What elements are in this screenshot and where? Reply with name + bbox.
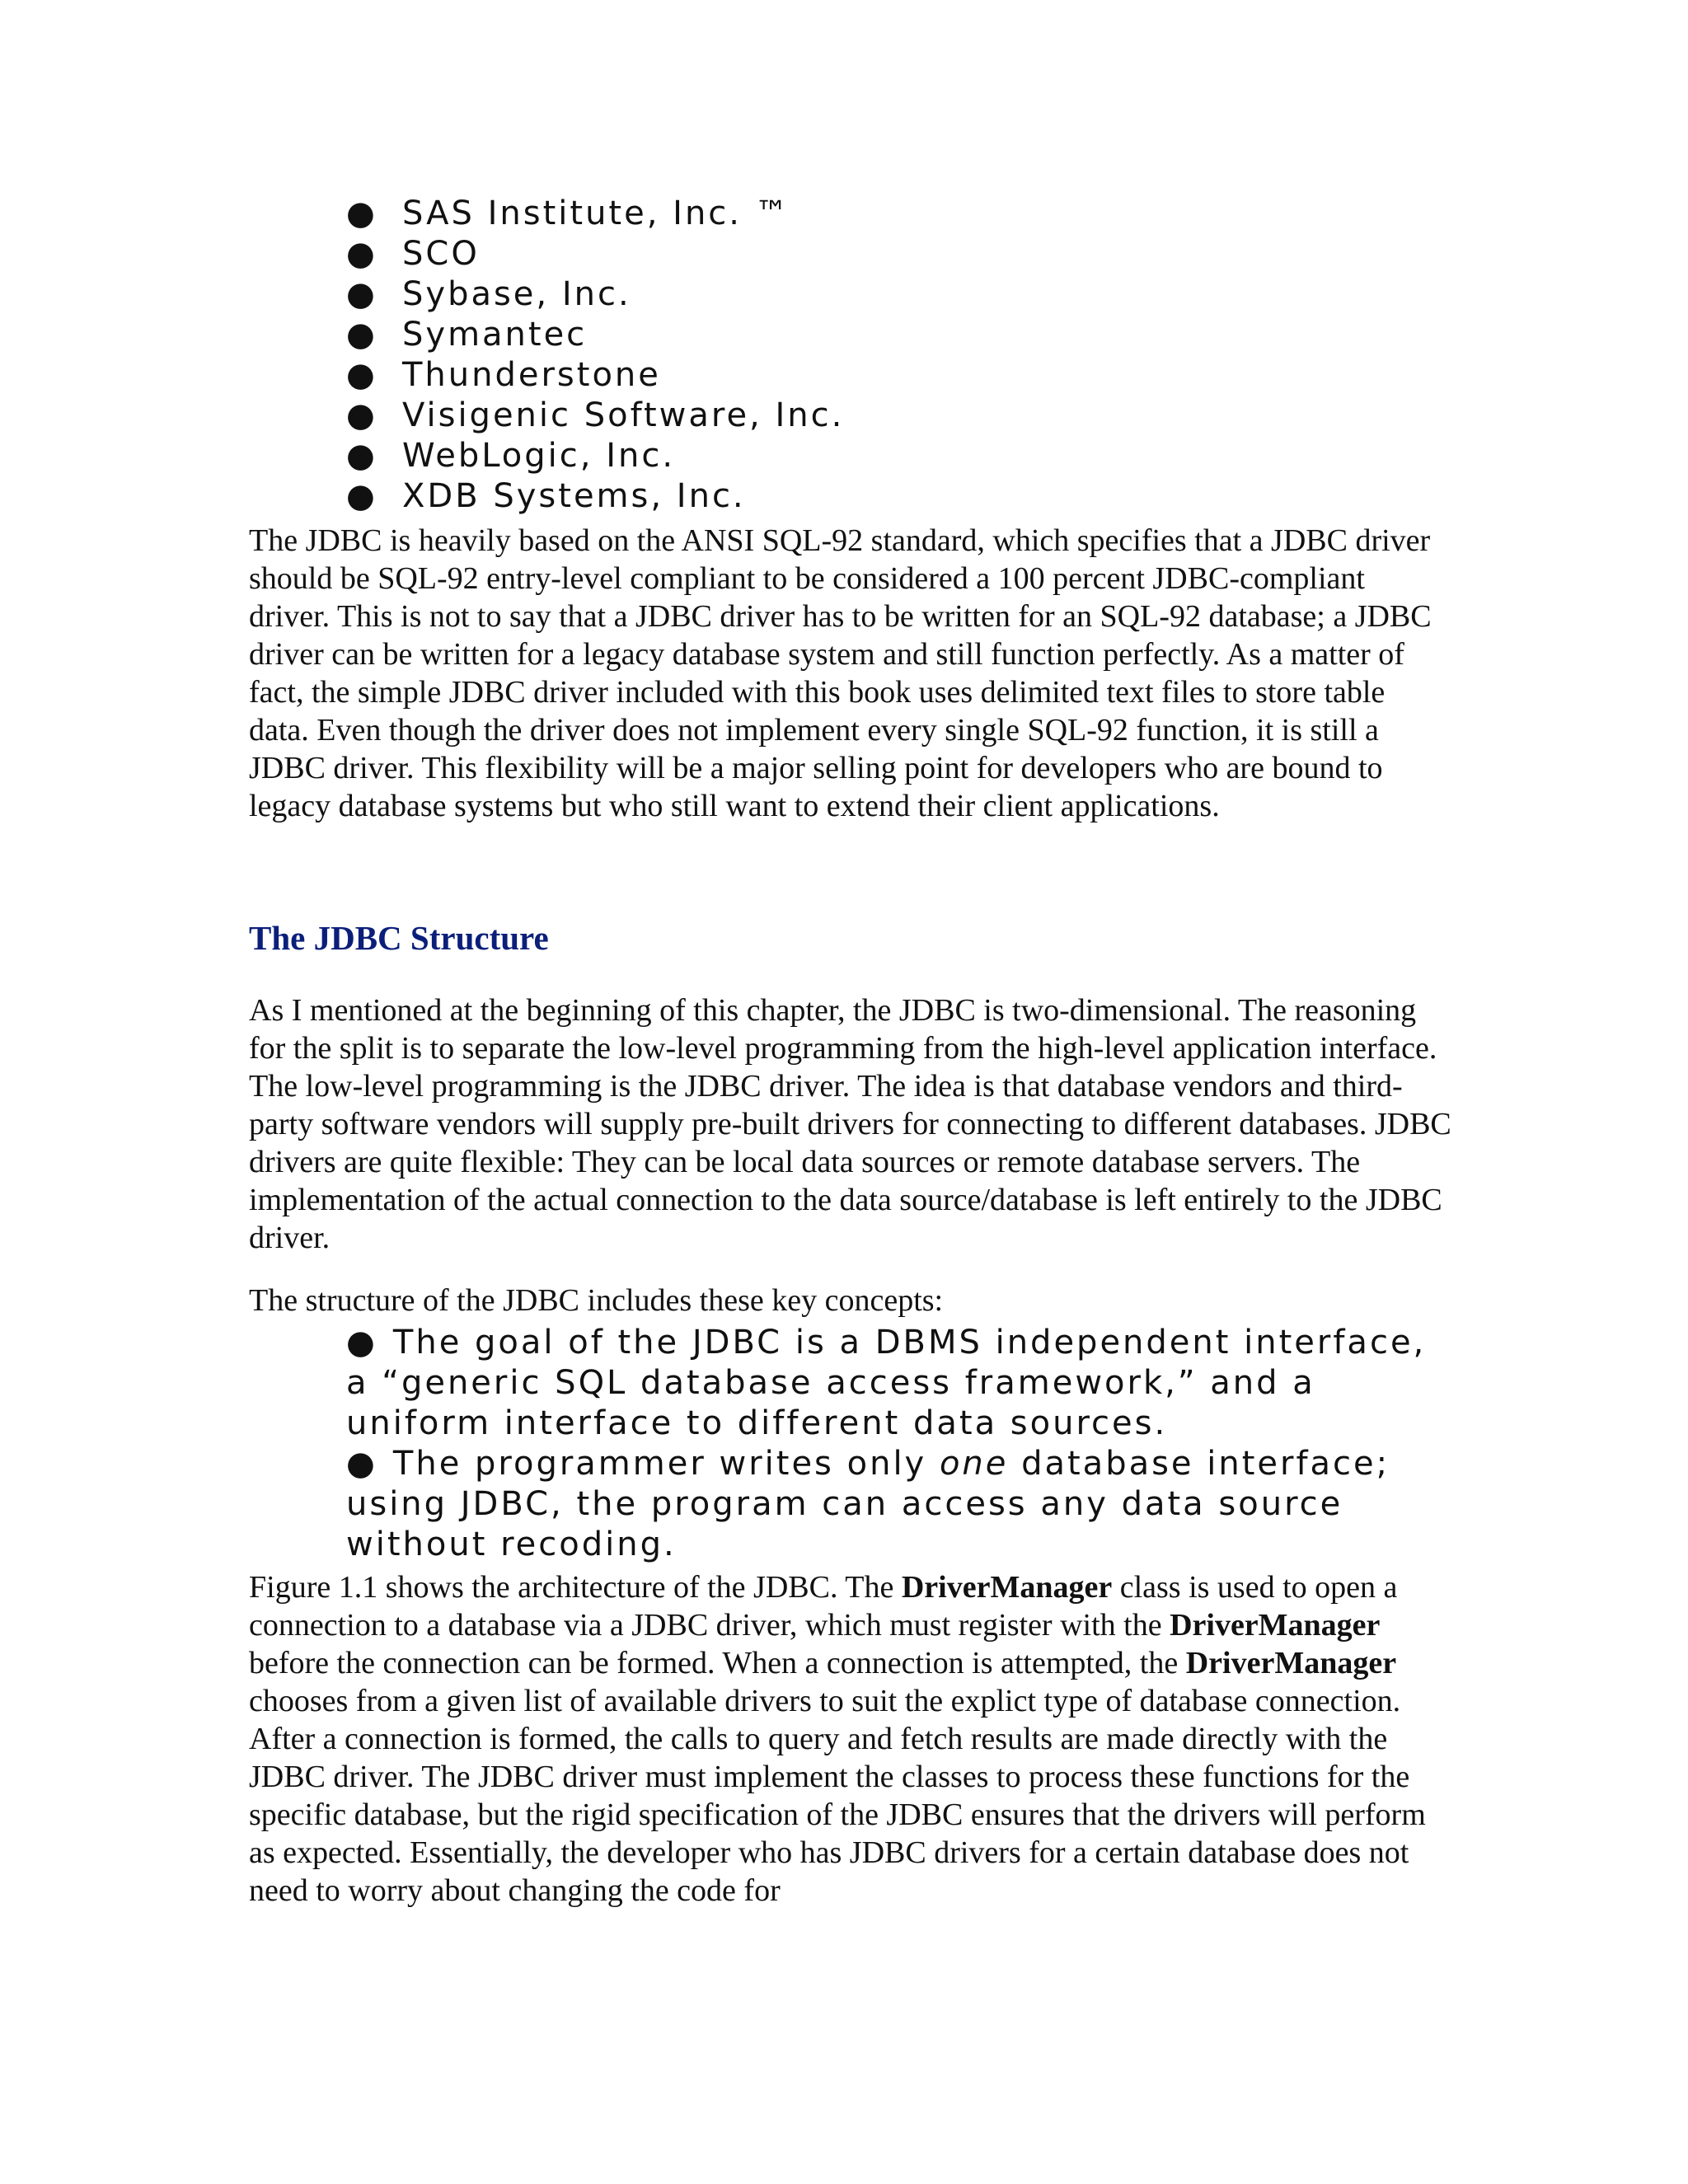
vendor-name: XDB Systems, Inc. bbox=[402, 477, 746, 515]
bullet-icon: ● bbox=[346, 396, 375, 434]
vendor-name: SCO bbox=[402, 235, 480, 273]
list-item bbox=[346, 234, 1452, 274]
bullet-icon: ● bbox=[346, 437, 375, 475]
list-item bbox=[346, 274, 1452, 315]
vendor-name: Visigenic Software, Inc. bbox=[402, 396, 845, 434]
text-run: chooses from a given list of available drivers to suit the explict type of database connection. After a connection is formed, the calls to query and fetch results are made directly with the JDBC driver. The JDBC driver must implement the classes to process these functions for the specific database, but the rigid specification of the JDBC ensures that the drivers will perform as expected. Essentially, the developer who has JDBC drivers for a certain database does not need to worry about changing the code for bbox=[249, 1684, 1426, 1908]
bullet-icon: ● bbox=[346, 1445, 375, 1483]
text-run: class is used to open a connection to a database via a JDBC driver, which must register with the bbox=[249, 1570, 1398, 1643]
list-item bbox=[346, 436, 1452, 476]
vendor-list bbox=[346, 194, 1452, 517]
vendor-name: WebLogic, Inc. bbox=[402, 437, 676, 475]
concept-text: The goal of the JDBC is a DBMS independent interface, a “generic SQL database access framework,” and a uniform interface to different data sources. bbox=[346, 1324, 1427, 1442]
concept-list bbox=[346, 1323, 1434, 1565]
bullet-icon: ● bbox=[346, 356, 375, 394]
paragraph-figure-architecture bbox=[249, 1568, 1452, 1910]
paragraph-jdbc-structure: As I mentioned at the beginning of this chapter, the JDBC is two-dimensional. The reasoning for the split is to separate the low-level programming from the high-level application interface. The low-level programming is the JDBC driver. The idea is that database vendors and third-party software vendors will supply pre-built drivers for connecting to different databases. JDBC drivers are quite flexible: They can be local data sources or remote database servers. The implementation of the actual connection to the data source/database is left entirely to the JDBC driver. bbox=[249, 993, 1451, 1255]
class-name-drivermanager: DriverManager bbox=[1170, 1608, 1381, 1643]
list-item bbox=[346, 194, 1452, 234]
list-item bbox=[346, 476, 1452, 517]
list-item bbox=[346, 1323, 1434, 1444]
class-name-drivermanager: DriverManager bbox=[901, 1570, 1113, 1605]
list-item bbox=[346, 1444, 1434, 1565]
bullet-icon: ● bbox=[346, 275, 375, 313]
concept-text: The programmer writes only bbox=[392, 1445, 940, 1483]
text-run: Figure 1.1 shows the architecture of the JDBC. The bbox=[249, 1570, 902, 1605]
bullet-icon: ● bbox=[346, 316, 375, 354]
section-heading: The JDBC Structure bbox=[249, 919, 549, 957]
vendor-name: SAS Institute, Inc. ™ bbox=[402, 194, 790, 232]
list-item bbox=[346, 315, 1452, 355]
emphasis-text: one bbox=[939, 1445, 1009, 1483]
paragraph-ansi-sql92: The JDBC is heavily based on the ANSI SQL-92 standard, which specifies that a JDBC driver should be SQL-92 entry-level compliant to be considered a 100 percent JDBC-compliant driver. This is not to say that a JDBC driver has to be written for an SQL-92 database; a JDBC driver can be written for a legacy database system and still function perfectly. As a matter of fact, the simple JDBC driver included with this book uses delimited text files to store table data. Even though the driver does not implement every single SQL-92 function, it is still a JDBC driver. This flexibility will be a major selling point for developers who are bound to legacy database systems but who still want to extend their client applications. bbox=[249, 523, 1432, 823]
paragraph-key-concepts: The structure of the JDBC includes these key concepts: bbox=[249, 1283, 944, 1318]
list-item bbox=[346, 396, 1452, 436]
bullet-icon: ● bbox=[346, 194, 375, 232]
list-item bbox=[346, 355, 1452, 396]
concept-text: database interface; using JDBC, the program can access any data source without recoding. bbox=[346, 1445, 1390, 1563]
class-name-drivermanager: DriverManager bbox=[1185, 1646, 1397, 1680]
bullet-icon: ● bbox=[346, 235, 375, 273]
vendor-name: Symantec bbox=[402, 316, 588, 354]
vendor-name: Thunderstone bbox=[402, 356, 661, 394]
bullet-icon: ● bbox=[346, 1324, 375, 1361]
text-run: before the connection can be formed. When a connection is attempted, the bbox=[249, 1646, 1186, 1680]
bullet-icon: ● bbox=[346, 477, 375, 515]
vendor-name: Sybase, Inc. bbox=[402, 275, 631, 313]
document-page bbox=[249, 194, 1452, 1910]
